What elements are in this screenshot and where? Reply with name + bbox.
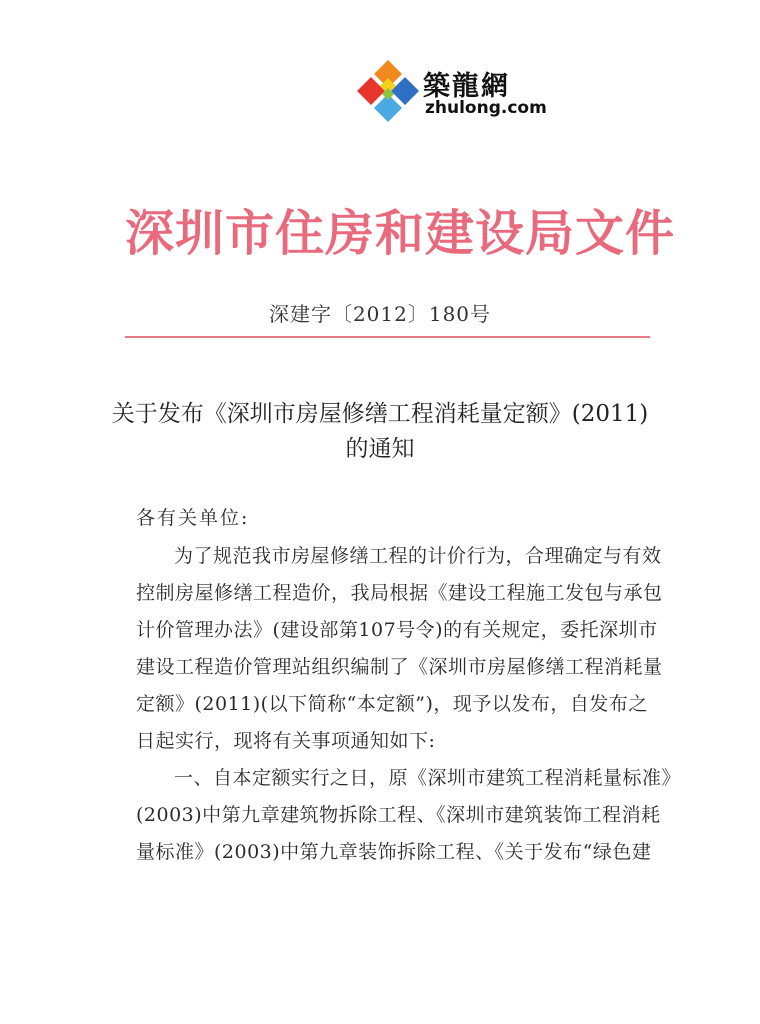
issuing-authority-header: 深圳市住房和建设局文件 <box>125 204 676 262</box>
body-line: 计价管理办法》(建设部第107号令)的有关规定，委托深圳市 <box>136 619 658 641</box>
body-line: 为了规范我市房屋修缮工程的计价行为，合理确定与有效 <box>174 545 662 567</box>
notice-title-line-1: 关于发布《深圳市房屋修缮工程消耗量定额》(2011) <box>111 401 649 427</box>
body-line: 定额》(2011)(以下简称“本定额”)，现予以发布，自发布之 <box>136 693 648 715</box>
body-line: 一、自本定额实行之日，原《深圳市建筑工程消耗量标准》 <box>174 767 682 789</box>
body-line: 建设工程造价管理站组织编制了《深圳市房屋修缮工程消耗量 <box>136 656 663 678</box>
body-line: 控制房屋修缮工程造价，我局根据《建设工程施工发包与承包 <box>136 582 663 604</box>
notice-title-line-2: 的通知 <box>345 436 415 462</box>
body-line: 日起实行，现将有关事项通知如下: <box>136 730 436 752</box>
body-line: 量标准》(2003)中第九章装饰拆除工程、《关于发布“绿色建 <box>136 841 652 863</box>
header-divider <box>125 336 650 338</box>
logo-domain: zhulong.com <box>425 98 547 118</box>
salutation: 各有关单位: <box>136 507 250 529</box>
body-line: (2003)中第九章建筑物拆除工程、《深圳市建筑装饰工程消耗 <box>136 804 661 826</box>
document-number: 深建字〔2012〕180号 <box>268 302 492 326</box>
zhulong-logo <box>355 58 547 128</box>
logo-chinese-name: 築龍網 <box>423 71 510 102</box>
logo-mark-icon <box>355 58 421 124</box>
